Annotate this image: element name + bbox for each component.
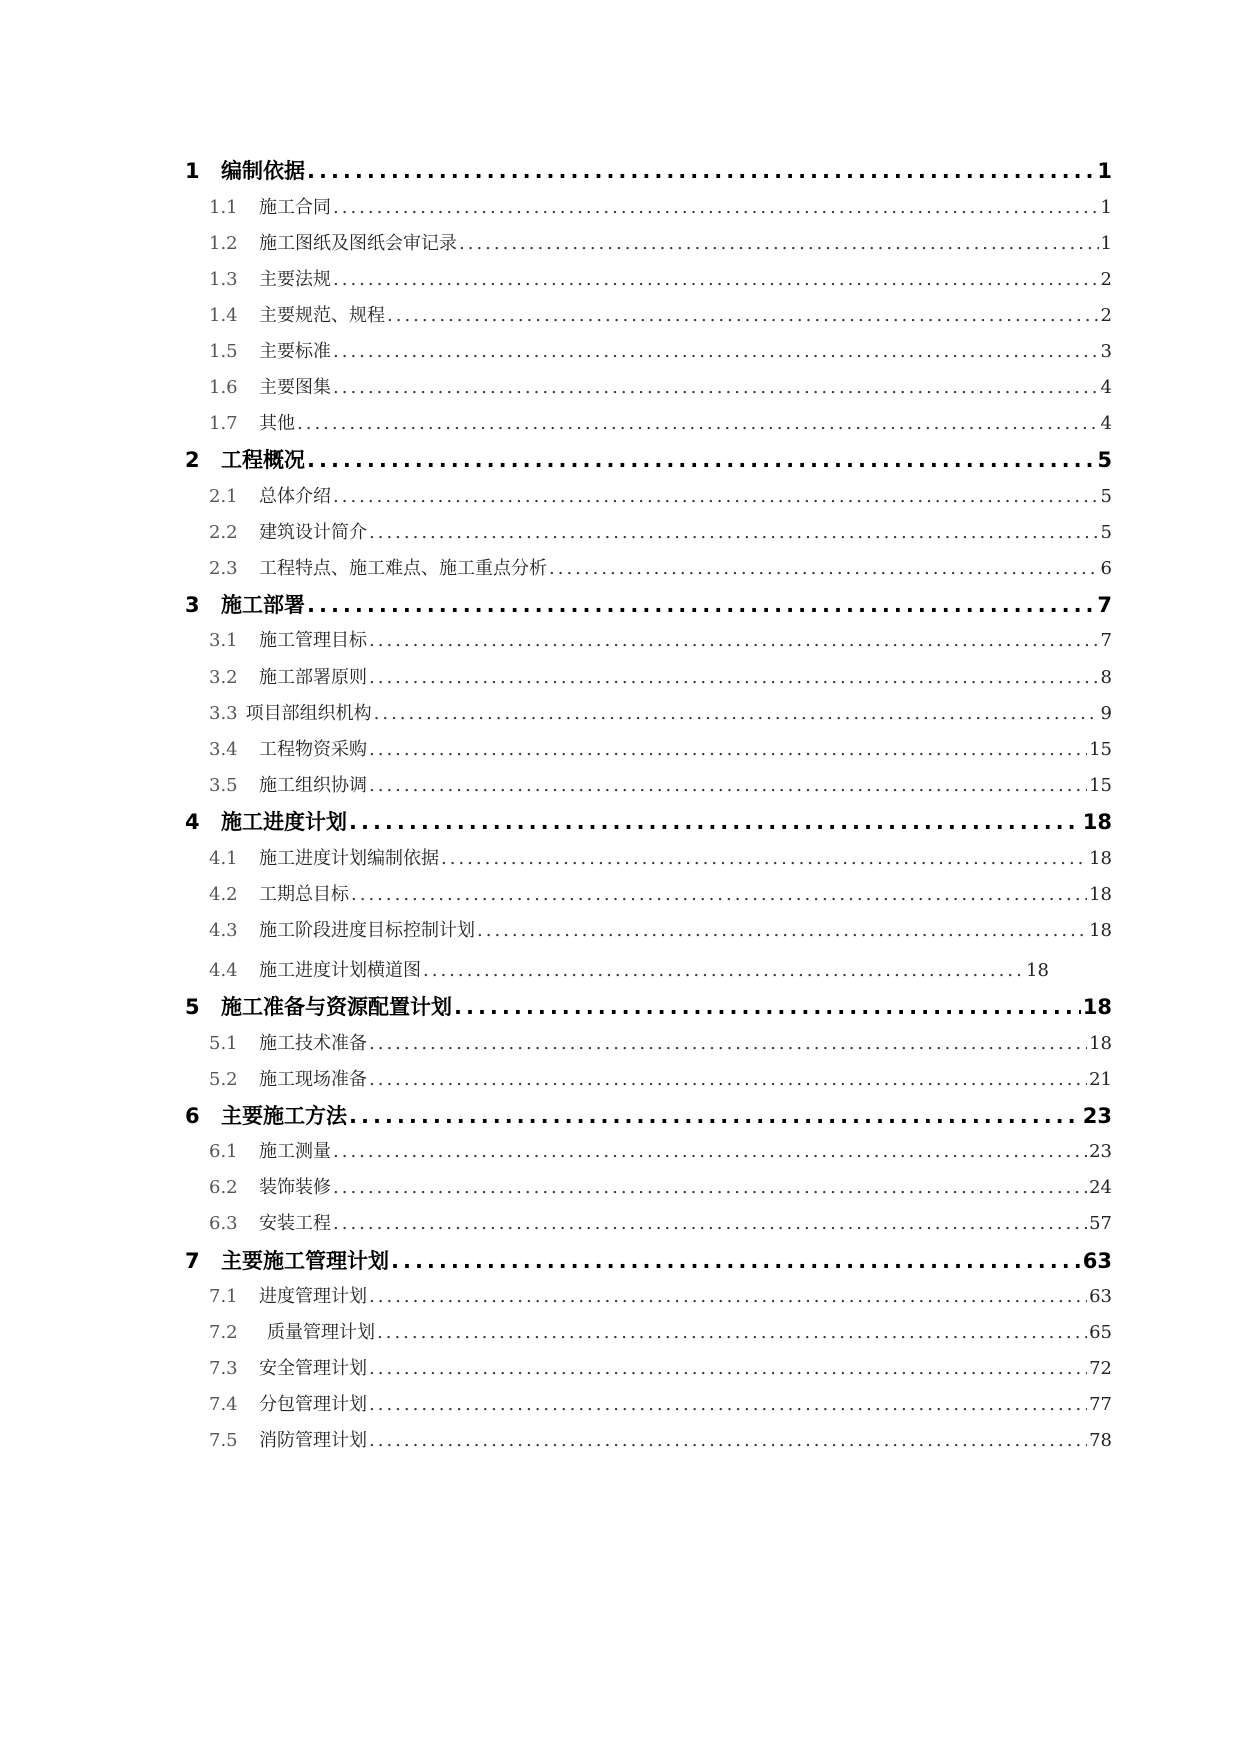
dot-leader xyxy=(369,1424,1087,1458)
dot-leader xyxy=(374,697,1099,731)
toc-title: 施工现场准备 xyxy=(259,1069,367,1090)
dot-leader xyxy=(369,624,1099,658)
toc-number: 4.2 xyxy=(209,884,238,905)
toc-title: 工程特点、施工难点、施工重点分析 xyxy=(259,558,547,579)
toc-title: 施工技术准备 xyxy=(259,1033,367,1054)
toc-number: 3.4 xyxy=(209,739,238,760)
toc-number: 7.5 xyxy=(209,1430,238,1451)
toc-entry-5[interactable] xyxy=(185,990,1112,1024)
toc-entry-7-3[interactable] xyxy=(209,1352,1112,1386)
toc-entry-4-3[interactable] xyxy=(209,914,1112,948)
toc-number: 6.3 xyxy=(209,1213,238,1234)
toc-page-number: 3 xyxy=(1100,341,1112,362)
toc-title: 施工管理目标 xyxy=(259,630,367,651)
toc-number: 6.1 xyxy=(209,1141,238,1162)
toc-page-number: 18 xyxy=(1089,1033,1112,1054)
dot-leader xyxy=(307,154,1095,188)
toc-entry-3-3[interactable] xyxy=(209,697,1112,731)
toc-number: 5 xyxy=(185,995,200,1019)
dot-leader xyxy=(369,661,1099,695)
dot-leader xyxy=(307,588,1095,622)
dot-leader xyxy=(369,1388,1087,1422)
toc-entry-4-2[interactable] xyxy=(209,878,1112,912)
toc-page-number: 18 xyxy=(1082,810,1112,834)
toc-title: 消防管理计划 xyxy=(259,1430,367,1451)
toc-number: 7.4 xyxy=(209,1394,238,1415)
dot-leader xyxy=(333,371,1099,405)
toc-number: 2.3 xyxy=(209,558,238,579)
toc-number: 1.4 xyxy=(209,305,238,326)
toc-entry-2-3[interactable] xyxy=(209,552,1112,586)
dot-leader xyxy=(369,516,1099,550)
toc-entry-5-2[interactable] xyxy=(209,1063,1112,1097)
toc-title: 建筑设计简介 xyxy=(259,522,367,543)
toc-page-number: 2 xyxy=(1100,269,1112,290)
toc-number: 2 xyxy=(185,448,200,472)
toc-entry-3-5[interactable] xyxy=(209,769,1112,803)
toc-page-number: 65 xyxy=(1089,1322,1112,1343)
toc-entry-3-1[interactable] xyxy=(209,624,1112,658)
dot-leader xyxy=(351,878,1087,912)
dot-leader xyxy=(369,1280,1087,1314)
toc-title: 施工组织协调 xyxy=(259,775,367,796)
dot-leader xyxy=(387,299,1099,333)
toc-number: 5.1 xyxy=(209,1033,238,1054)
toc-page-number: 15 xyxy=(1089,775,1112,796)
dot-leader xyxy=(333,1135,1087,1169)
toc-number: 4.1 xyxy=(209,848,238,869)
dot-leader xyxy=(349,805,1081,839)
toc-number: 5.2 xyxy=(209,1069,238,1090)
toc-page-number: 8 xyxy=(1100,667,1112,688)
toc-page-number: 77 xyxy=(1089,1394,1112,1415)
dot-leader xyxy=(369,1352,1087,1386)
dot-leader xyxy=(477,914,1087,948)
toc-title: 质量管理计划 xyxy=(267,1322,375,1343)
toc-number: 3.5 xyxy=(209,775,238,796)
toc-number: 1.2 xyxy=(209,233,238,254)
toc-page-number: 4 xyxy=(1100,377,1112,398)
toc-title: 主要法规 xyxy=(259,269,331,290)
dot-leader xyxy=(333,191,1099,225)
dot-leader xyxy=(333,1207,1087,1241)
toc-entry-6-3[interactable] xyxy=(209,1207,1112,1241)
toc-entry-1-5[interactable] xyxy=(209,335,1112,369)
toc-title: 施工合同 xyxy=(259,197,331,218)
toc-number: 4.3 xyxy=(209,920,238,941)
dot-leader xyxy=(369,733,1087,767)
toc-title: 进度管理计划 xyxy=(259,1286,367,1307)
toc-title: 施工进度计划编制依据 xyxy=(259,848,439,869)
toc-page-number: 5 xyxy=(1100,486,1112,507)
toc-title: 安装工程 xyxy=(259,1213,331,1234)
toc-number: 3.2 xyxy=(209,667,238,688)
toc-entry-7[interactable] xyxy=(185,1244,1112,1278)
toc-number: 2.2 xyxy=(209,522,238,543)
toc-entry-7-4[interactable] xyxy=(209,1388,1112,1422)
toc-page-number: 9 xyxy=(1100,703,1112,724)
toc-page-number: 18 xyxy=(1026,960,1049,981)
toc-page-number: 1 xyxy=(1100,233,1112,254)
dot-leader xyxy=(307,443,1095,477)
dot-leader xyxy=(369,1063,1087,1097)
toc-number: 3.1 xyxy=(209,630,238,651)
toc-title: 施工进度计划 xyxy=(221,810,347,834)
dot-leader xyxy=(441,842,1087,876)
toc-entry-1[interactable] xyxy=(185,154,1112,188)
toc-page-number: 5 xyxy=(1097,448,1112,472)
dot-leader xyxy=(391,1244,1081,1278)
toc-entry-6-1[interactable] xyxy=(209,1135,1112,1169)
toc-page-number: 15 xyxy=(1089,739,1112,760)
toc-number: 2.1 xyxy=(209,486,238,507)
toc-entry-5-1[interactable] xyxy=(209,1027,1112,1061)
toc-page-number: 18 xyxy=(1089,920,1112,941)
dot-leader xyxy=(333,1171,1087,1205)
toc-entry-6[interactable] xyxy=(185,1099,1112,1133)
toc-title: 其他 xyxy=(259,413,295,434)
toc-entry-1-3[interactable] xyxy=(209,263,1112,297)
toc-entry-1-2[interactable] xyxy=(209,227,1112,261)
toc-number: 4 xyxy=(185,810,200,834)
toc-page-number: 6 xyxy=(1100,558,1112,579)
toc-title: 编制依据 xyxy=(221,159,305,183)
toc-entry-4-4[interactable] xyxy=(209,954,1049,988)
toc-title: 主要施工管理计划 xyxy=(221,1249,389,1273)
dot-leader xyxy=(459,227,1099,261)
toc-entry-1-4[interactable] xyxy=(209,299,1112,333)
toc-number: 1.5 xyxy=(209,341,238,362)
toc-number: 7.3 xyxy=(209,1358,238,1379)
toc-entry-3[interactable] xyxy=(185,588,1112,622)
toc-title: 工程概况 xyxy=(221,448,305,472)
toc-number: 6.2 xyxy=(209,1177,238,1198)
dot-leader xyxy=(377,1316,1087,1350)
toc-page-number: 21 xyxy=(1089,1069,1112,1090)
toc-title: 主要规范、规程 xyxy=(259,305,385,326)
dot-leader xyxy=(297,407,1099,441)
toc-title: 主要标准 xyxy=(259,341,331,362)
toc-title: 工期总目标 xyxy=(259,884,349,905)
toc-number: 3.3 xyxy=(209,703,238,724)
dot-leader xyxy=(423,954,1024,988)
toc-page-number: 57 xyxy=(1089,1213,1112,1234)
toc-title: 主要施工方法 xyxy=(221,1104,347,1128)
toc-title: 安全管理计划 xyxy=(259,1358,367,1379)
dot-leader xyxy=(333,480,1099,514)
dot-leader xyxy=(333,263,1099,297)
dot-leader xyxy=(369,1027,1087,1061)
toc-entry-4-1[interactable] xyxy=(209,842,1112,876)
toc-entry-3-2[interactable] xyxy=(209,661,1112,695)
toc-title: 施工阶段进度目标控制计划 xyxy=(259,920,475,941)
toc-title: 施工图纸及图纸会审记录 xyxy=(259,233,457,254)
toc-entry-1-6[interactable] xyxy=(209,371,1112,405)
toc-title: 工程物资采购 xyxy=(259,739,367,760)
toc-page-number: 5 xyxy=(1100,522,1112,543)
toc-page-number: 23 xyxy=(1082,1104,1112,1128)
toc-entry-2[interactable] xyxy=(185,443,1112,477)
toc-page-number: 63 xyxy=(1089,1286,1112,1307)
toc-page-number: 78 xyxy=(1089,1430,1112,1451)
toc-number: 7.1 xyxy=(209,1286,238,1307)
toc-page-number: 63 xyxy=(1082,1249,1112,1273)
toc-number: 7 xyxy=(185,1249,200,1273)
toc-number: 1 xyxy=(185,159,200,183)
toc-title: 主要图集 xyxy=(259,377,331,398)
dot-leader xyxy=(369,769,1087,803)
dot-leader xyxy=(333,335,1099,369)
toc-number: 6 xyxy=(185,1104,200,1128)
toc-page-number: 18 xyxy=(1089,884,1112,905)
toc-number: 3 xyxy=(185,593,200,617)
toc-title: 施工部署原则 xyxy=(259,667,367,688)
toc-entry-7-5[interactable] xyxy=(209,1424,1112,1458)
toc-page-number: 2 xyxy=(1100,305,1112,326)
toc-page-number: 7 xyxy=(1100,630,1112,651)
toc-page-number: 1 xyxy=(1097,159,1112,183)
toc-entry-6-2[interactable] xyxy=(209,1171,1112,1205)
dot-leader xyxy=(549,552,1099,586)
toc-number: 1.7 xyxy=(209,413,238,434)
toc-number: 1.1 xyxy=(209,197,238,218)
dot-leader xyxy=(349,1099,1081,1133)
toc-number: 1.6 xyxy=(209,377,238,398)
toc-page-number: 72 xyxy=(1089,1358,1112,1379)
toc-number: 7.2 xyxy=(209,1322,238,1343)
toc-page-number: 18 xyxy=(1089,848,1112,869)
toc-entry-1-7[interactable] xyxy=(209,407,1112,441)
toc-number: 4.4 xyxy=(209,960,238,981)
toc-entry-2-1[interactable] xyxy=(209,480,1112,514)
dot-leader xyxy=(454,990,1081,1024)
toc-title: 装饰装修 xyxy=(259,1177,331,1198)
toc-entry-1-1[interactable] xyxy=(209,191,1112,225)
toc-title: 施工进度计划横道图 xyxy=(259,960,421,981)
toc-number: 1.3 xyxy=(209,269,238,290)
toc-page-number: 7 xyxy=(1097,593,1112,617)
toc-entry-7-1[interactable] xyxy=(209,1280,1112,1314)
toc-title: 总体介绍 xyxy=(259,486,331,507)
toc-title: 分包管理计划 xyxy=(259,1394,367,1415)
toc-entry-2-2[interactable] xyxy=(209,516,1112,550)
toc-page-number: 23 xyxy=(1089,1141,1112,1162)
toc-entry-4[interactable] xyxy=(185,805,1112,839)
toc-title: 施工准备与资源配置计划 xyxy=(221,995,452,1019)
toc-page-number: 18 xyxy=(1082,995,1112,1019)
toc-title: 施工部署 xyxy=(221,593,305,617)
toc-title: 项目部组织机构 xyxy=(245,703,372,724)
toc-page-number: 4 xyxy=(1100,413,1112,434)
toc-entry-7-2[interactable] xyxy=(209,1316,1112,1350)
toc-entry-3-4[interactable] xyxy=(209,733,1112,767)
toc-title: 施工测量 xyxy=(259,1141,331,1162)
toc-page-number: 1 xyxy=(1100,197,1112,218)
toc-page-number: 24 xyxy=(1089,1177,1112,1198)
